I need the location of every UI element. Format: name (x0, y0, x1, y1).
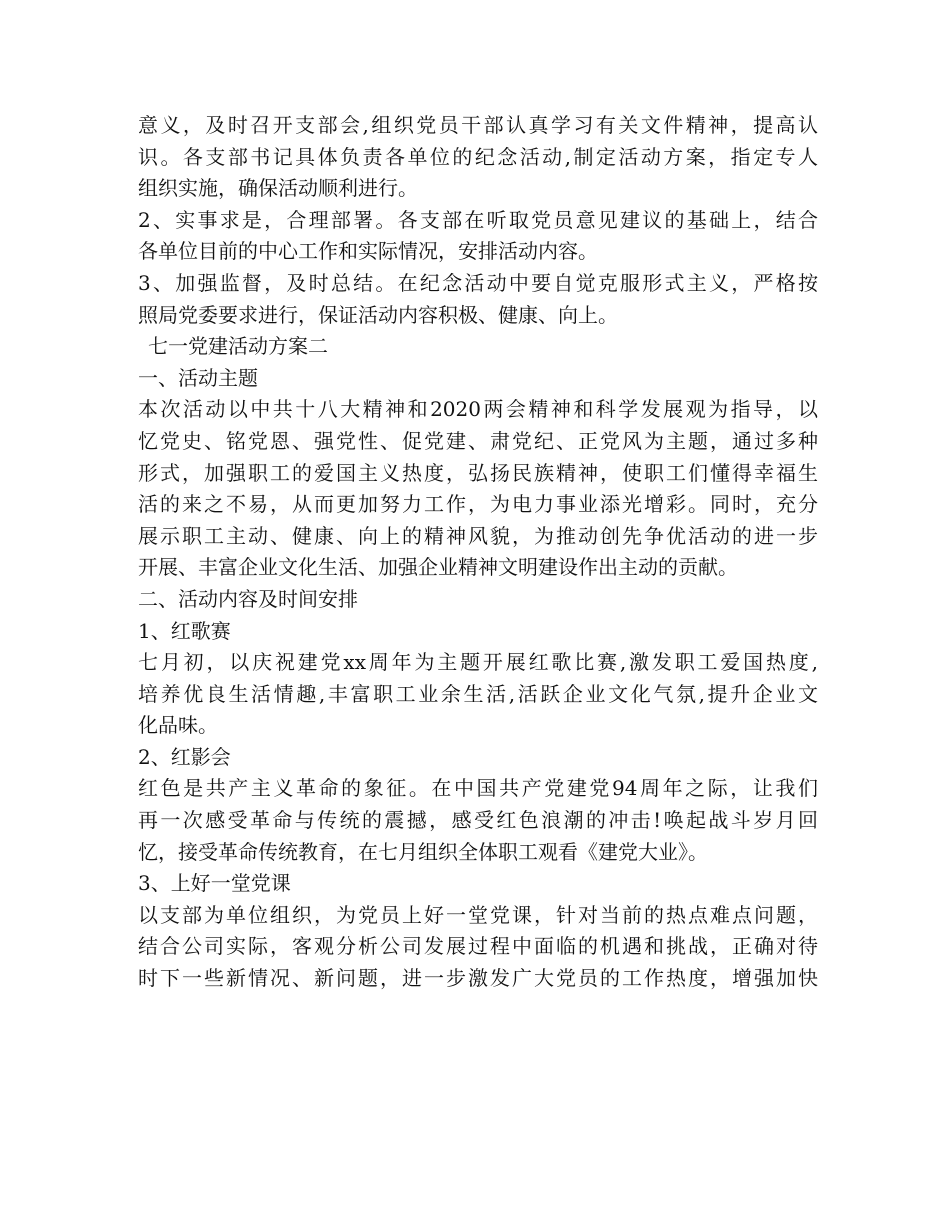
text-line: 培养优良生活情趣,丰富职工业余生活,活跃企业文化气氛,提升企业文 (138, 681, 818, 706)
text-line: 意义，及时召开支部会,组织党员干部认真学习有关文件精神，提高认 (138, 113, 818, 137)
document-page (138, 110, 818, 995)
text-line: 组织实施，确保活动顺利进行。 (138, 176, 418, 201)
text-line: 形式，加强职工的爱国主义热度，弘扬民族精神，使职工们懂得幸福生 (138, 460, 818, 485)
text-line: 3、加强监督，及时总结。在纪念活动中要自觉克服形式主义，严格按 (138, 270, 818, 295)
text-line: 1、红歌赛 (138, 618, 231, 643)
text-line: 忆党史、铭党恩、强党性、促党建、肃党纪、正党风为主题，通过多种 (138, 428, 818, 453)
text-line: 2、实事求是，合理部署。各支部在听取党员意见建议的基础上，结合 (138, 207, 818, 232)
text-line: 一、活动主题 (138, 365, 258, 390)
text-line: 开展、丰富企业文化生活、加强企业精神文明建设作出主动的贡献。 (138, 555, 738, 580)
text-line: 化品味。 (138, 713, 218, 738)
document-body (138, 110, 818, 995)
text-line: 2、红影会 (138, 744, 231, 769)
text-line: 时下一些新情况、新问题，进一步激发广大党员的工作热度，增强加快 (138, 966, 818, 991)
text-line: 3、上好一堂党课 (138, 871, 291, 896)
text-line: 识。各支部书记具体负责各单位的纪念活动,制定活动方案，指定专人 (138, 144, 818, 169)
text-line: 以支部为单位组织，为党员上好一堂党课，针对当前的热点难点问题， (138, 902, 818, 927)
text-line: 忆，接受革命传统教育，在七月组织全体职工观看《建党大业》。 (138, 839, 708, 864)
text-line: 再一次感受革命与传统的震撼，感受红色浪潮的冲击!唤起战斗岁月回 (138, 808, 818, 833)
text-line: 红色是共产主义革命的象征。在中国共产党建党94周年之际，让我们 (138, 776, 818, 801)
text-line: 本次活动以中共十八大精神和2020两会精神和科学发展观为指导，以 (138, 397, 818, 422)
text-line: 照局党委要求进行，保证活动内容积极、健康、向上。 (138, 302, 618, 327)
text-line: 展示职工主动、健康、向上的精神风貌，为推动创先争优活动的进一步 (138, 523, 818, 548)
text-line: 活的来之不易，从而更加努力工作，为电力事业添光增彩。同时，充分 (138, 492, 818, 517)
text-line: 七月初，以庆祝建党xx周年为主题开展红歌比赛,激发职工爱国热度, (138, 650, 818, 675)
text-line: 各单位目前的中心工作和实际情况，安排活动内容。 (138, 239, 598, 264)
text-line: 二、活动内容及时间安排 (138, 586, 358, 611)
section-title: 七一党建活动方案二 (148, 334, 328, 359)
text-line: 结合公司实际，客观分析公司发展过程中面临的机遇和挑战，正确对待 (138, 934, 818, 959)
